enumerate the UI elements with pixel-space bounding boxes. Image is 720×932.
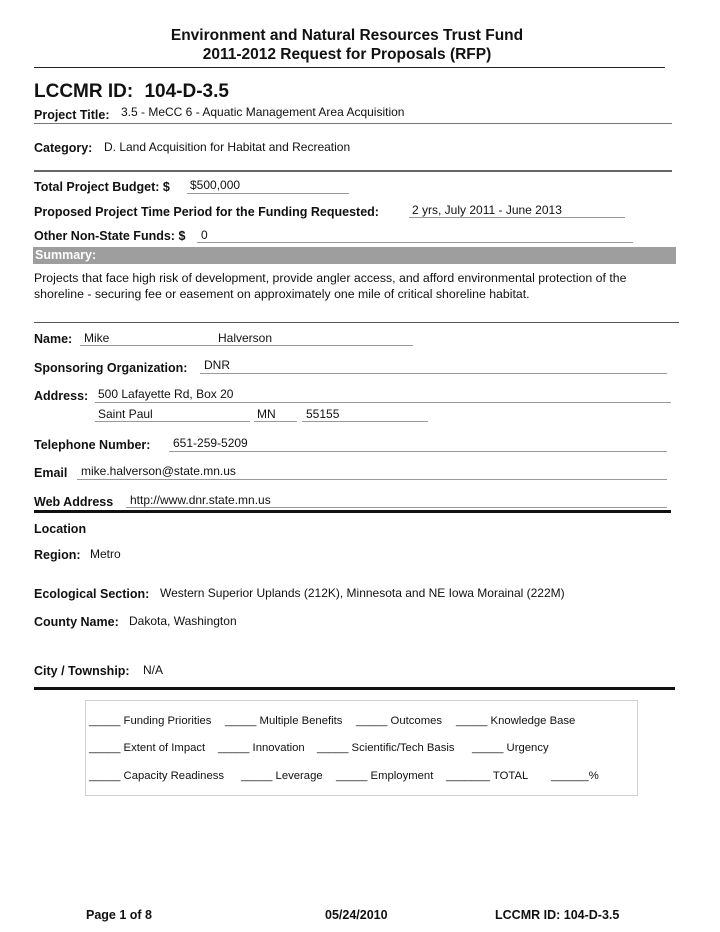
web-value: http://www.dnr.state.mn.us [130, 493, 271, 507]
criteria-funding-priorities: _____ Funding Priorities [89, 715, 212, 727]
summary-text: Projects that face high risk of development, provide angler access, and afford environmental protection of the shoreline - securing fee or easement on approximately one mile of critical shoreline habitat. [34, 271, 627, 301]
org-underline [200, 373, 667, 374]
category-value: D. Land Acquisition for Habitat and Recreation [104, 140, 351, 154]
criteria-scientific-tech-basis: _____ Scientific/Tech Basis [317, 742, 455, 754]
region-label: Region: [34, 548, 81, 562]
criteria-outcomes: _____ Outcomes [356, 715, 443, 727]
city-value: Saint Paul [98, 407, 153, 421]
eco-section-value: Western Superior Uplands (212K), Minnesota and NE Iowa Morainal (222M) [160, 586, 565, 600]
zip-value: 55155 [306, 407, 340, 421]
street-value: 500 Lafayette Rd, Box 20 [98, 387, 234, 401]
time-period-value: 2 yrs, July 2011 - June 2013 [412, 203, 562, 217]
email-underline [77, 479, 667, 480]
zip-underline [302, 421, 428, 422]
phone-value: 651-259-5209 [173, 436, 248, 450]
criteria-extent-of-impact: _____ Extent of Impact [89, 742, 206, 754]
address-label: Address: [34, 389, 89, 403]
project-title-value: 3.5 - MeCC 6 - Aquatic Management Area Acquisition [121, 105, 405, 119]
criteria-urgency: _____ Urgency [472, 742, 549, 754]
criteria-employment: _____ Employment [336, 770, 434, 782]
lccmr-id-heading [34, 81, 229, 103]
name-underline [80, 345, 413, 346]
summary-header: Summary: [33, 247, 676, 264]
city-township-value: N/A [143, 663, 164, 677]
non-state-funds-value: 0 [201, 228, 208, 242]
web-label: Web Address [34, 495, 114, 509]
criteria-multiple-benefits: _____ Multiple Benefits [225, 715, 343, 727]
county-value: Dakota, Washington [129, 614, 237, 628]
criteria-capacity-readiness: _____ Capacity Readiness [89, 770, 225, 782]
footer-page-number: Page 1 of 8 [86, 908, 152, 922]
web-underline [126, 507, 667, 508]
header-divider [34, 67, 665, 68]
city-underline [95, 421, 250, 422]
section-divider [34, 510, 671, 513]
lccmr-id-label: LCCMR ID: [34, 81, 134, 102]
criteria-knowledge-base: _____ Knowledge Base [456, 715, 576, 727]
section-divider [34, 123, 672, 124]
state-value: MN [257, 407, 276, 421]
project-title-label: Project Title: [34, 108, 110, 122]
eco-section-label: Ecological Section: [34, 587, 150, 601]
region-value: Metro [90, 547, 121, 561]
state-underline [254, 421, 297, 422]
footer-lccmr-id: LCCMR ID: 104-D-3.5 [495, 908, 620, 922]
phone-underline [169, 451, 667, 452]
city-township-label: City / Township: [34, 664, 130, 678]
form-header-title: Environment and Natural Resources Trust Fund [170, 27, 524, 44]
criteria-innovation: _____ Innovation [218, 742, 305, 754]
section-divider [34, 322, 679, 323]
lccmr-id-value: 104-D-3.5 [144, 81, 229, 102]
criteria-total: _______ TOTAL [446, 770, 529, 782]
category-label: Category: [34, 141, 93, 155]
section-divider [34, 687, 675, 690]
form-header-subtitle: 2011-2012 Request for Proposals (RFP) [202, 46, 492, 63]
name-label: Name: [34, 332, 73, 346]
budget-underline [187, 193, 349, 194]
time-period-label: Proposed Project Time Period for the Funding Requested: [34, 205, 379, 219]
last-name-value: Halverson [218, 331, 273, 345]
street-underline [95, 402, 671, 403]
time-period-underline [409, 217, 625, 218]
first-name-value: Mike [84, 331, 110, 345]
section-divider [34, 170, 672, 172]
criteria-percent: ______% [551, 770, 599, 782]
email-value: mike.halverson@state.mn.us [81, 464, 236, 478]
budget-label: Total Project Budget: $ [34, 180, 170, 194]
county-label: County Name: [34, 615, 119, 629]
footer-date: 05/24/2010 [325, 908, 388, 922]
criteria-leverage: _____ Leverage [241, 770, 323, 782]
location-title: Location [34, 522, 87, 536]
org-value: DNR [204, 358, 230, 372]
non-state-funds-underline [197, 242, 633, 243]
budget-value: $500,000 [190, 178, 241, 192]
phone-label: Telephone Number: [34, 438, 151, 452]
non-state-funds-label: Other Non-State Funds: $ [34, 229, 186, 243]
email-label: Email [34, 466, 68, 480]
org-label: Sponsoring Organization: [34, 361, 188, 375]
